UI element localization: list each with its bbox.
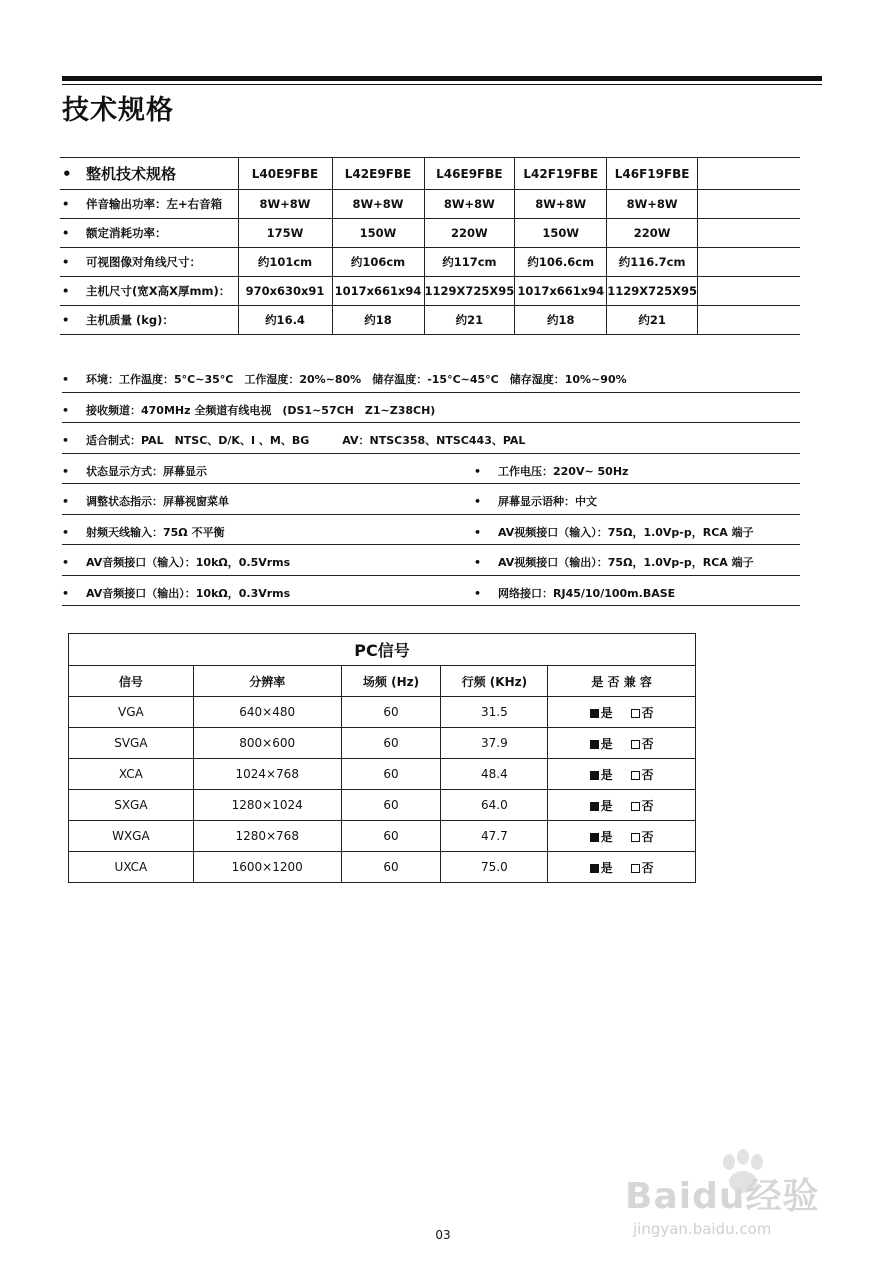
table-row [69,759,696,790]
compat-no: 否 [631,737,654,751]
env-item: • 工作电压：220V~ 50Hz [474,464,629,478]
signal-cell: VGA [69,697,194,728]
bullet-icon: • [62,434,70,447]
bullet-icon: • [62,284,70,298]
table-row [69,852,696,883]
column-header: 分辨率 [193,666,341,697]
env-item: • 状态显示方式：屏幕显示 [62,464,207,478]
resolution-cell: 800×600 [193,728,341,759]
compat-yes: 是 [590,737,613,751]
bullet-icon: • [62,525,70,539]
spec-value: 约18 [332,306,424,335]
spec-value: 8W+8W [515,190,607,219]
compat-cell [548,697,696,728]
env-row [62,515,800,546]
top-rule-thick [62,76,822,81]
checkbox-empty-icon [631,709,640,718]
spec-label: • 主机质量 (kg)： [60,306,238,335]
bullet-icon: • [62,313,70,327]
compat-yes: 是 [590,706,613,720]
env-item: • 屏幕显示语种：中文 [474,495,597,508]
spec-value: 约18 [515,306,607,335]
top-rule-thin [62,84,822,85]
column-header: 场频 (Hz) [341,666,441,697]
env-row [62,423,800,454]
vfreq-cell: 60 [341,821,441,852]
compat-cell [548,852,696,883]
spec-row [60,277,800,306]
hfreq-cell: 64.0 [441,790,548,821]
watermark-url: jingyan.baidu.com [633,1220,772,1238]
env-row [62,484,800,515]
compat-yes: 是 [590,861,613,875]
checkbox-checked-icon [590,740,599,749]
spec-value: 8W+8W [238,190,332,219]
checkbox-empty-icon [631,740,640,749]
compat-yes: 是 [590,830,613,844]
table-row [69,790,696,821]
spec-value: 约21 [607,306,698,335]
spec-value: 1017x661x94 [332,277,424,306]
spec-row [60,306,800,335]
bullet-icon: • [474,556,482,569]
model-name: L42E9FBE [332,158,424,190]
resolution-cell: 1280×1024 [193,790,341,821]
pc-table-caption: PC信号 [69,634,696,666]
spec-value: 1017x661x94 [515,277,607,306]
page-title: 技术规格 [62,95,174,126]
spec-value: 约106cm [332,248,424,277]
hfreq-cell: 37.9 [441,728,548,759]
signal-cell: XCA [69,759,194,790]
compat-no: 否 [631,799,654,813]
vfreq-cell: 60 [341,759,441,790]
bullet-icon: • [62,586,70,600]
checkbox-checked-icon [590,833,599,842]
blank-cell [698,219,800,248]
compat-cell [548,790,696,821]
environment-spec-list [62,362,800,606]
checkbox-empty-icon [631,864,640,873]
spec-label: • 伴音输出功率：左+右音箱 [60,190,238,219]
bullet-icon: • [474,464,482,478]
compat-yes: 是 [590,799,613,813]
bullet-icon: • [62,403,70,417]
bullet-icon: • [62,464,70,478]
model-name: L46E9FBE [424,158,515,190]
bullet-icon: • [62,556,70,569]
env-row [62,454,800,485]
resolution-cell: 1024×768 [193,759,341,790]
compat-no: 否 [631,706,654,720]
env-item: • 适合制式：PAL NTSC、D/K、I 、M、BG AV：NTSC358、NTSC443、PAL [62,434,526,447]
bullet-icon: • [62,165,72,183]
compat-yes: 是 [590,768,613,782]
env-item: • AV视频接口（输出）：75Ω，1.0Vp-p，RCA 端子 [474,556,754,569]
checkbox-checked-icon [590,709,599,718]
bullet-icon: • [62,495,70,508]
watermark-logo: Baidu经验 [625,1176,820,1217]
spec-value: 150W [332,219,424,248]
signal-cell: SVGA [69,728,194,759]
spec-value: 约16.4 [238,306,332,335]
spec-label: • 额定消耗功率： [60,219,238,248]
spec-label: • 主机尺寸(宽X高X厚mm)： [60,277,238,306]
model-name: L42F19FBE [515,158,607,190]
spec-value: 8W+8W [424,190,515,219]
env-row [62,393,800,424]
spec-table [60,157,800,335]
bullet-icon: • [62,255,70,269]
pc-table-caption-row [69,634,696,666]
compat-no: 否 [631,768,654,782]
hfreq-cell: 31.5 [441,697,548,728]
checkbox-checked-icon [590,771,599,780]
env-row [62,545,800,576]
pc-signal-table [68,633,696,883]
table-row [69,821,696,852]
checkbox-empty-icon [631,802,640,811]
compat-cell [548,728,696,759]
spec-value: 8W+8W [332,190,424,219]
spec-value: 1129X725X95 [424,277,515,306]
table-row [69,728,696,759]
env-item: • 调整状态指示：屏幕视窗菜单 [62,495,229,508]
blank-cell [698,190,800,219]
blank-cell [698,277,800,306]
spec-value: 970x630x91 [238,277,332,306]
spec-value: 约117cm [424,248,515,277]
env-item: • 射频天线输入：75Ω 不平衡 [62,525,225,539]
checkbox-empty-icon [631,771,640,780]
checkbox-checked-icon [590,864,599,873]
spec-value: 175W [238,219,332,248]
spec-row [60,190,800,219]
checkbox-checked-icon [590,802,599,811]
pc-header-row [69,666,696,697]
resolution-cell: 1600×1200 [193,852,341,883]
spec-header-row [60,158,800,190]
blank-cell [698,306,800,335]
hfreq-cell: 47.7 [441,821,548,852]
bullet-icon: • [62,226,70,240]
hfreq-cell: 75.0 [441,852,548,883]
spec-label: • 可视图像对角线尺寸： [60,248,238,277]
vfreq-cell: 60 [341,790,441,821]
spec-heading: • 整机技术规格 [60,158,238,190]
spec-value: 220W [607,219,698,248]
blank-cell [698,248,800,277]
bullet-icon: • [62,197,70,211]
env-item: • AV音频接口（输出）：10kΩ，0.3Vrms [62,586,291,600]
bullet-icon: • [62,373,70,386]
env-item: • AV音频接口（输入）：10kΩ，0.5Vrms [62,556,291,569]
compat-cell [548,821,696,852]
vfreq-cell: 60 [341,852,441,883]
signal-cell: UXCA [69,852,194,883]
compat-no: 否 [631,830,654,844]
env-row [62,576,800,607]
bullet-icon: • [474,586,482,600]
env-item: • 接收频道：470MHz 全频道有线电视 (DS1~57CH Z1~Z38CH) [62,403,436,417]
model-name: L46F19FBE [607,158,698,190]
env-item: • AV视频接口（输入）：75Ω，1.0Vp-p，RCA 端子 [474,525,754,539]
vfreq-cell: 60 [341,697,441,728]
spec-value: 约116.7cm [607,248,698,277]
spec-value: 约106.6cm [515,248,607,277]
bullet-icon: • [474,525,482,539]
table-row [69,697,696,728]
env-row [62,362,800,393]
env-item: • 环境：工作温度：5°C~35°C 工作湿度：20%~80% 储存温度：-15°C~45°C 储存湿度：10%~90% [62,373,627,386]
env-item: • 网络接口：RJ45/10/100m.BASE [474,586,676,600]
bullet-icon: • [474,495,482,508]
spec-value: 1129X725X95 [607,277,698,306]
spec-value: 150W [515,219,607,248]
spec-value: 8W+8W [607,190,698,219]
hfreq-cell: 48.4 [441,759,548,790]
spec-value: 约21 [424,306,515,335]
spec-row [60,248,800,277]
checkbox-empty-icon [631,833,640,842]
resolution-cell: 1280×768 [193,821,341,852]
spec-row [60,219,800,248]
signal-cell: WXGA [69,821,194,852]
column-header: 信号 [69,666,194,697]
model-name: L40E9FBE [238,158,332,190]
resolution-cell: 640×480 [193,697,341,728]
compat-no: 否 [631,861,654,875]
compat-cell [548,759,696,790]
spec-value: 约101cm [238,248,332,277]
page-number: 03 [435,1228,451,1242]
column-header: 行频 (KHz) [441,666,548,697]
signal-cell: SXGA [69,790,194,821]
blank-cell [698,158,800,190]
spec-value: 220W [424,219,515,248]
vfreq-cell: 60 [341,728,441,759]
column-header: 是 否 兼 容 [548,666,696,697]
